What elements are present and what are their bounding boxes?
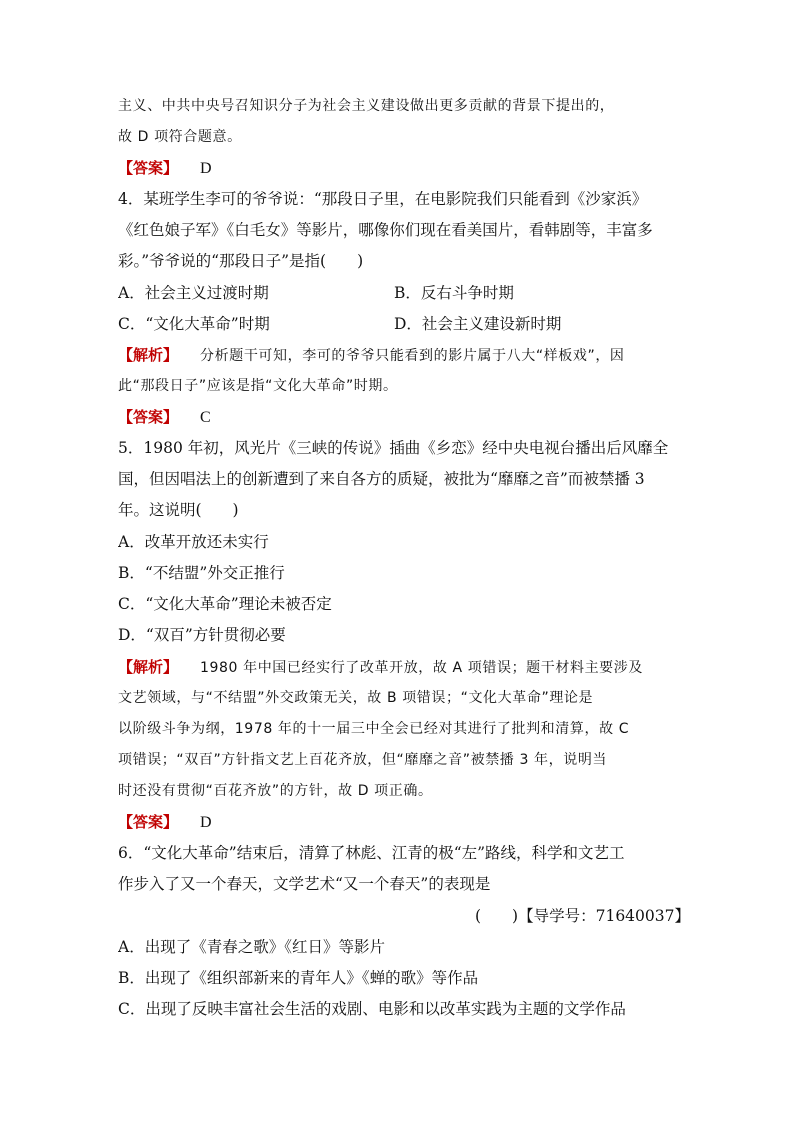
question-stem-line: 4．某班学生李可的爷爷说：“那段日子里，在电影院我们只能看到《沙家浜》	[118, 190, 648, 208]
option-b: B．“不结盟”外交正推行	[118, 564, 285, 582]
analysis-text-line: 时还没有贯彻“百花齐放”的方针，故 D 项正确。	[118, 783, 433, 799]
analysis-text: 分析题干可知，李可的爷爷只能看到的影片属于八大“样板戏”，因	[200, 348, 625, 364]
question-stem-line: 彩。”爷爷说的“那段日子”是指( )	[118, 252, 364, 270]
analysis-text-line: 文艺领域，与“不结盟”外交政策无关，故 B 项错误；“文化大革命”理论是	[118, 690, 594, 706]
guide-number: ( )【导学号：71640037】	[475, 907, 690, 925]
answer-row	[118, 812, 690, 833]
question-stem-line: 作步入了又一个春天，文学艺术“又一个春天”的表现是	[118, 875, 491, 893]
answer-value: C	[200, 409, 211, 426]
question-stem-line: 《红色娘子军》《白毛女》等影片，哪像你们现在看美国片，看韩剧等，丰富多	[118, 221, 653, 239]
option-b: B．出现了《组织部新来的青年人》《蝉的歌》等作品	[118, 969, 479, 987]
analysis-text-line: 项错误；“双百”方针指文艺上百花齐放，但“靡靡之音”被禁播 3 年，说明当	[118, 752, 608, 768]
analysis-text-line: 此“那段日子”应该是指“文化大革命”时期。	[118, 378, 398, 394]
answer-label: 【答案】	[118, 813, 179, 831]
answer-label: 【答案】	[118, 408, 179, 426]
question-stem-line: 5．1980 年初，风光片《三峡的传说》插曲《乡恋》经中央电视台播出后风靡全	[118, 439, 669, 457]
option-row	[118, 314, 690, 334]
answer-label: 【答案】	[118, 159, 179, 177]
option-a: A．出现了《青春之歌》《红日》等影片	[118, 938, 385, 956]
analysis-text-line: 以阶级斗争为纲，1978 年的十一届三中全会已经对其进行了批判和清算，故 C	[118, 721, 630, 737]
analysis-label: 【解析】	[118, 658, 179, 676]
explanation-text-line: 故 D 项符合题意。	[118, 129, 242, 145]
analysis-row	[118, 657, 690, 678]
option-d: D．社会主义建设新时期	[394, 315, 562, 333]
analysis-label: 【解析】	[118, 346, 179, 364]
option-a: A．改革开放还未实行	[118, 533, 269, 551]
analysis-row	[118, 345, 690, 366]
option-a: A．社会主义过渡时期	[118, 284, 269, 302]
explanation-text-line: 主义、中共中央号召知识分子为社会主义建设做出更多贡献的背景下提出的，	[118, 98, 615, 114]
answer-row	[118, 407, 690, 428]
option-c: C．“文化大革命”理论未被否定	[118, 595, 332, 613]
answer-value: D	[200, 160, 212, 177]
analysis-text: 1980 年中国已经实行了改革开放，故 A 项错误；题干材料主要涉及	[200, 660, 643, 676]
option-d: D．“双百”方针贯彻必要	[118, 626, 286, 644]
question-stem-line: 年。这说明( )	[118, 501, 239, 519]
question-stem-line: 国，但因唱法上的创新遭到了来自各方的质疑，被批为“靡靡之音”而被禁播 3	[118, 470, 645, 488]
option-c: C．出现了反映丰富社会生活的戏剧、电影和以改革实践为主题的文学作品	[118, 1000, 626, 1018]
answer-value: D	[200, 814, 212, 831]
option-row	[118, 283, 690, 303]
answer-row	[118, 158, 690, 179]
option-c: C．“文化大革命”时期	[118, 315, 270, 333]
question-stem-line: 6．“文化大革命”结束后，清算了林彪、江青的极“左”路线，科学和文艺工	[118, 844, 625, 862]
option-b: B．反右斗争时期	[394, 284, 514, 302]
